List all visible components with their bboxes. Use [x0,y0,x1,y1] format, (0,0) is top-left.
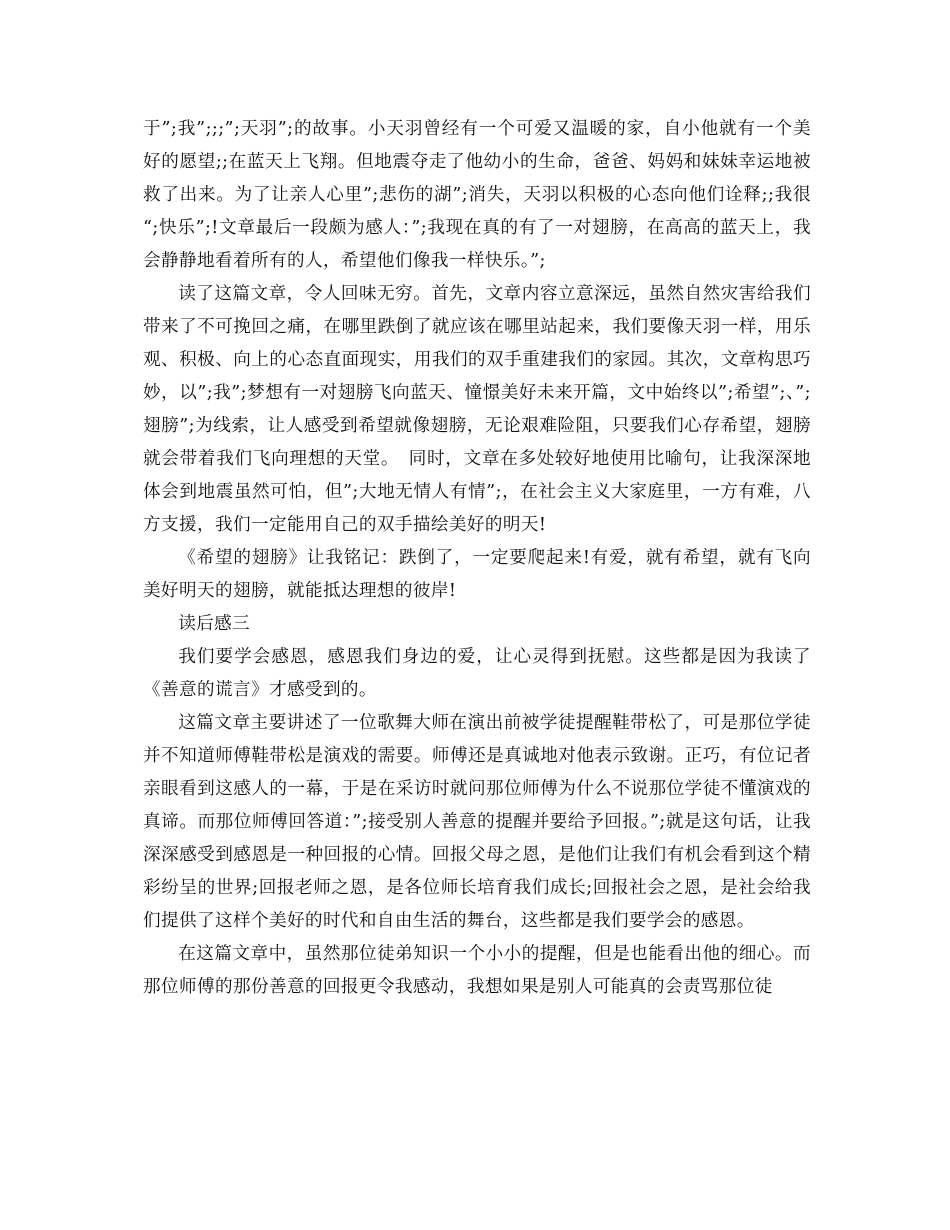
document-body [143,113,811,1004]
paragraph: 在这篇文章中，虽然那位徒弟知识一个小小的提醒，但是也能看出他的细心。而那位师傅的那份善意的回报更令我感动，我想如果是别人可能真的会责骂那位徒 [143,944,811,997]
paragraph: 这篇文章主要讲述了一位歌舞大师在演出前被学徒提醒鞋带松了，可是那位学徒并不知道师傅鞋带松是演戏的需要。师傅还是真诚地对他表示致谢。正巧，有位记者亲眼看到这感人的一幕，于是在采访时就问那位师傅为什么不说那位学徒不懂演戏的真谛。而那位师傅回答道：”;接受别人善意的提醒并要给予回报。”;就是这句话，让我深深感受到感恩是一种回报的心情。回报父母之恩，是他们让我们有机会看到这个精彩纷呈的世界;回报老师之恩，是各位师长培育我们成长;回报社会之恩，是社会给我们提供了这样个美好的时代和自由生活的舞台，这些都是我们要学会的感恩。 [143,713,811,931]
paragraph: 读了这篇文章，令人回味无穷。首先，文章内容立意深远，虽然自然灾害给我们带来了不可挽回之痛，在哪里跌倒了就应该在哪里站起来，我们要像天羽一样，用乐观、积极、向上的心态直面现实，用我们的双手重建我们的家园。其次，文章构思巧妙，以”;我”;梦想有一对翅膀飞向蓝天、憧憬美好未来开篇，文中始终以”;希望”;、”;翅膀”;为线索，让人感受到希望就像翅膀，无论艰难险阻，只要我们心存希望，翅膀就会带着我们飞向理想的天堂。 同时，文章在多处较好地使用比喻句，让我深深地体会到地震虽然可怕，但”;大地无情人有情”;，在社会主义大家庭里，一方有难，八方支援，我们一定能用自己的双手描绘美好的明天! [143,284,811,535]
section-heading: 读后感三 [178,614,251,634]
paragraph: 于”;我”;;;”;天羽”;的故事。小天羽曾经有一个可爱又温暖的家，自小他就有一个美好的愿望;;在蓝天上飞翔。但地震夺走了他幼小的生命，爸爸、妈妈和妹妹幸运地被救了出来。为了让亲人心里”;悲伤的湖”;消失，天羽以积极的心态向他们诠释;;我很 “;快乐”;!文章最后一段颇为感人：”;我现在真的有了一对翅膀，在高高的蓝天上，我会静静地看着所有的人，希望他们像我一样快乐。”; [143,119,811,271]
paragraph: 我们要学会感恩，感恩我们身边的爱，让心灵得到抚慰。这些都是因为我读了《善意的谎言》才感受到的。 [143,647,811,700]
paragraph: 《希望的翅膀》让我铭记：跌倒了，一定要爬起来!有爱，就有希望，就有飞向美好明天的翅膀，就能抵达理想的彼岸! [143,548,811,601]
